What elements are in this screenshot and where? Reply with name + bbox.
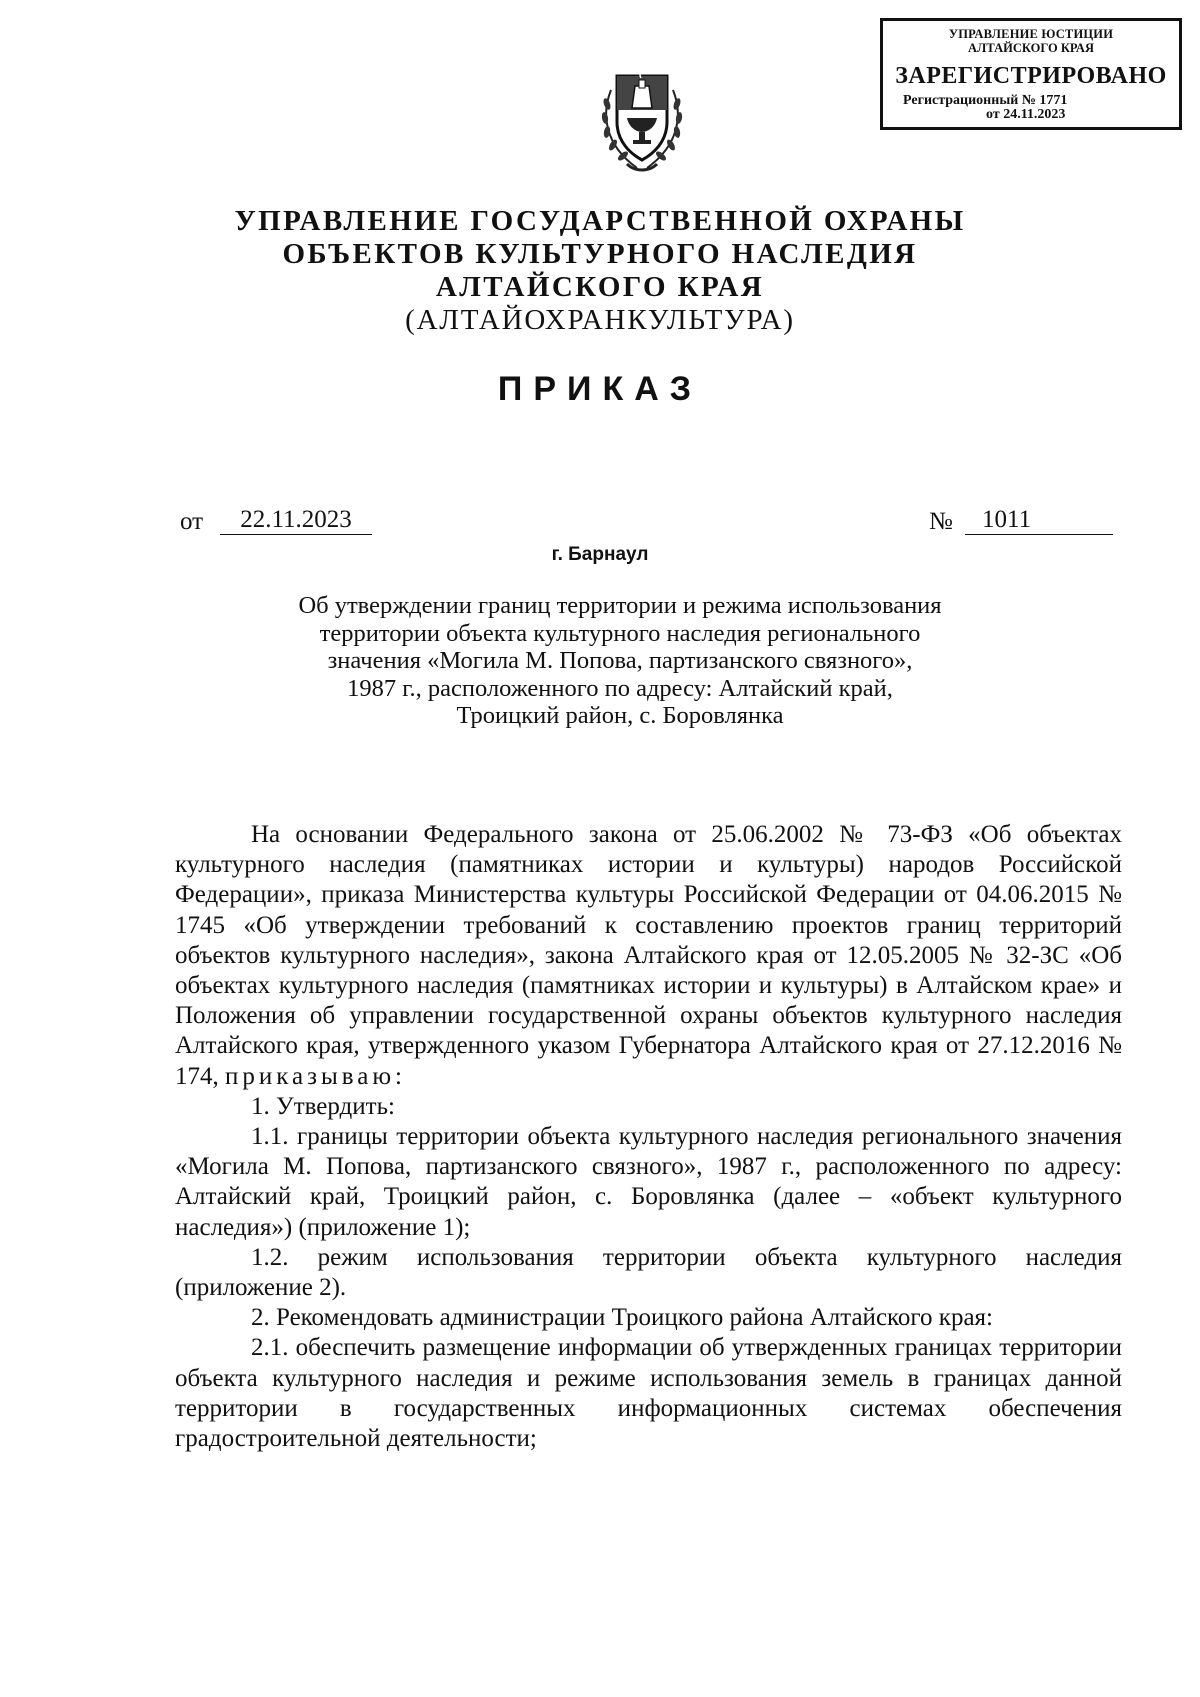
order-item-1-2: 1.2. режим использования территории объекта культурного наследия (приложение 2). — [175, 1243, 1122, 1302]
preamble-paragraph — [175, 820, 1122, 1092]
preamble-text: На основании Федерального закона от 25.06.2002 № 73-ФЗ «Об объектах культурного наследия (памятниках истории и культуры) народов Российской Федерации», приказа Министерства культуры Российской Федерации от 04.06.2015 № 1745 «Об утверждении требований к составлению проектов границ территорий объектов культурного наследия», закона Алтайского края от 12.05.2005 № 32-ЗС «Об объектах культурного наследия (памятниках истории и культуры) в Алтайском крае» и Положения об управлении государственной охраны объектов культурного наследия Алтайского края, утвержденного указом Губернатора Алтайского края от 27.12.2016 № 174, — [175, 821, 1122, 1090]
agency-short-name: (АЛТАЙОХРАНКУЛЬТУРА) — [405, 304, 795, 336]
order-item-2-1: 2.1. обеспечить размещение информации об утвержденных границах территории объекта культурного наследия и режиме использования земель в границах данной территории в государственных информационных системах обеспечения градостроительной деятельности; — [175, 1334, 1122, 1453]
altai-krai-coat-of-arms-icon — [597, 60, 687, 178]
agency-name-line2: ОБЪЕКТОВ КУЛЬТУРНОГО НАСЛЕДИЯ — [282, 238, 918, 270]
document-number: 1011 — [965, 506, 1113, 535]
stamp-org-line2: АЛТАЙСКОГО КРАЯ — [968, 40, 1094, 55]
agency-header — [0, 205, 1200, 337]
subject-line: Об утверждении границ территории и режима использования — [298, 592, 942, 619]
stamp-org-line1: УПРАВЛЕНИЕ ЮСТИЦИИ — [948, 27, 1114, 41]
stamp-reg-date: от 24.11.2023 — [986, 107, 1066, 122]
document-body — [175, 820, 1122, 1454]
subject-line: Троицкий район, с. Боровлянка — [456, 702, 784, 729]
document-subject — [250, 592, 990, 730]
order-item-2: 2. Рекомендовать администрации Троицкого района Алтайского края: — [251, 1304, 993, 1332]
stamp-status: ЗАРЕГИСТРИРОВАНО — [895, 63, 1167, 89]
order-item-1: 1. Утвердить: — [251, 1092, 395, 1120]
date-label: от — [180, 508, 204, 535]
order-word: приказываю: — [225, 1062, 406, 1090]
order-item-1-1: 1.1. границы территории объекта культурного наследия регионального значения «Могила М. Попова, партизанского связного», 1987 г., расположенного по адресу: Алтайский край, Троицкий район, с. Боровлянка (далее – «объект культурного наследия») (приложение 1); — [175, 1123, 1122, 1241]
subject-line: территории объекта культурного наследия регионального — [319, 619, 921, 647]
document-type-title: ПРИКАЗ — [497, 370, 703, 408]
agency-name-line3: АЛТАЙСКОГО КРАЯ — [435, 271, 765, 303]
subject-line: значения «Могила М. Попова, партизанского связного», — [327, 647, 913, 674]
subject-line: 1987 г., расположенного по адресу: Алтайский край, — [347, 674, 893, 702]
document-city: г. Барнаул — [551, 544, 649, 565]
agency-name-line1: УПРАВЛЕНИЕ ГОСУДАРСТВЕННОЙ ОХРАНЫ — [234, 205, 966, 237]
document-date: 22.11.2023 — [220, 506, 372, 535]
number-label: № — [929, 508, 953, 535]
registration-stamp — [880, 18, 1182, 130]
stamp-reg-number: Регистрационный № 1771 — [903, 93, 1068, 108]
